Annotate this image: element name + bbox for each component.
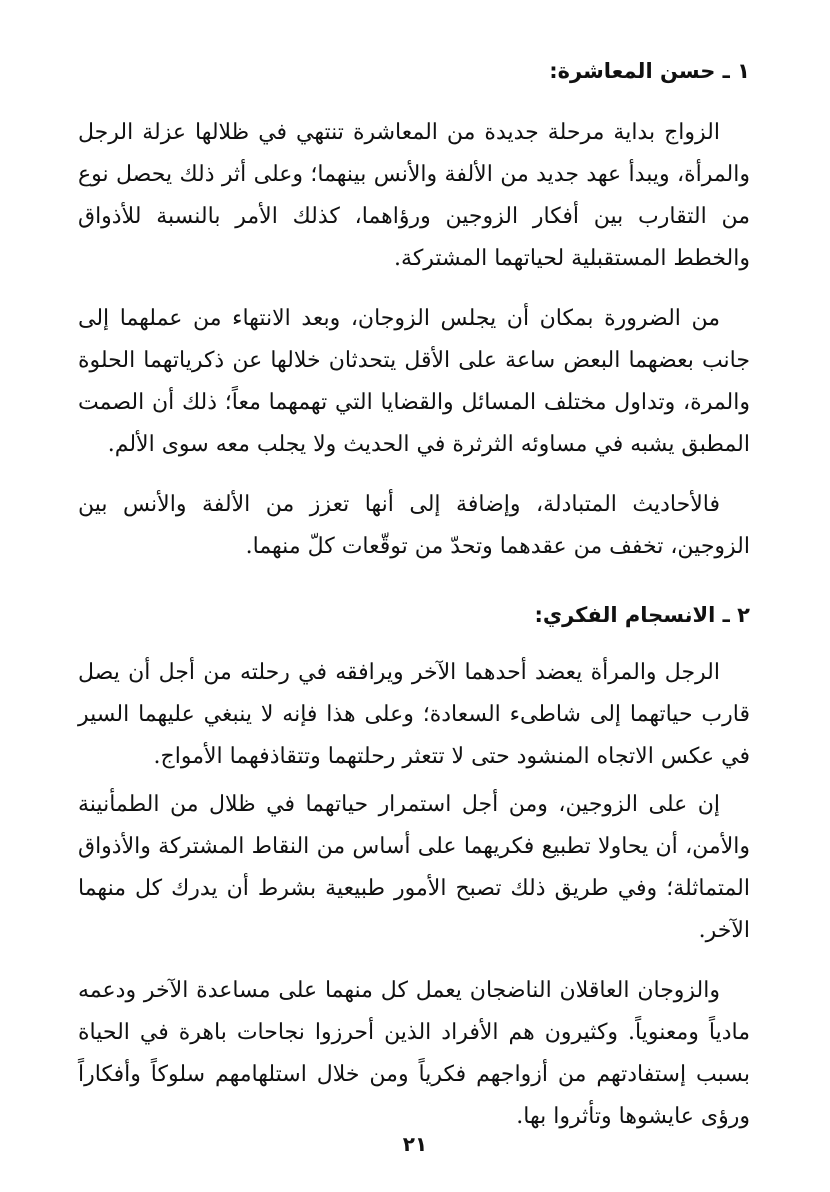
paragraph-mutual-conversation: فالأحاديث المتبادلة، وإضافة إلى أنها تعزز من الألفة والأنس بين الزوجين، تخفف من عقدهما وتحدّ من توقّعات كلّ منهما. <box>78 492 750 559</box>
page-number: ٢١ <box>402 1132 428 1156</box>
paragraph-wise-spouses: والزوجان العاقلان الناضجان يعمل كل منهما على مساعدة الآخر ودعمه مادياً ومعنوياً. وكثيرون هم الأفراد الذين أحرزوا نجاحات باهرة في الحياة بسبب إستفادتهم من أزواجهم فكرياً ومن خلال استلهامهم سلوكاً وأفكاراً ورؤى عايشوها وتأثروا بها. <box>78 978 750 1129</box>
paragraph-shared-tastes: إن على الزوجين، ومن أجل استمرار حياتهما في ظلال من الطمأنينة والأمن، أن يحاولا تطبيع فكريهما على أساس من النقاط المشتركة والأذواق المتماثلة؛ وفي طريق ذلك تصبح الأمور طبيعية بشرط أن يدرك كل منهما الآخر. <box>78 792 750 943</box>
section-heading-intellectual-harmony: ٢ ـ الانسجام الفكري: <box>534 603 750 627</box>
paragraph-man-and-woman-journey: الرجل والمرأة يعضد أحدهما الآخر ويرافقه في رحلته من أجل أن يصل قارب حياتهما إلى شاطىء السعادة؛ وعلى هذا فإنه لا ينبغي عليهما السير في عكس الاتجاه المنشود حتى لا تتعثر رحلتهما وتتقاذفهما الأمواج. <box>78 660 750 769</box>
section-heading-good-companionship: ١ ـ حسن المعاشرة: <box>549 59 750 83</box>
paragraph-marriage-new-stage: الزواج بداية مرحلة جديدة من المعاشرة تنتهي في ظلالها عزلة الرجل والمرأة، ويبدأ عهد جديد من الألفة والأنس بينهما؛ وعلى أثر ذلك يحصل نوع من التقارب بين أفكار الزوجين ورؤاهما، كذلك الأمر بالنسبة للأذواق والخطط المستقبلية لحياتهما المشتركة. <box>78 120 750 271</box>
paragraph-spouses-talk: من الضرورة بمكان أن يجلس الزوجان، وبعد الانتهاء من عملهما إلى جانب بعضهما البعض ساعة على الأقل يتحدثان خلالها عن ذكرياتهما الحلوة والمرة، وتداول مختلف المسائل والقضايا التي تهمهما معاً؛ ذلك أن الصمت المطبق يشبه في مساوئه الثرثرة في الحديث ولا يجلب معه سوى الألم. <box>78 306 750 457</box>
book-page <box>78 40 750 1138</box>
